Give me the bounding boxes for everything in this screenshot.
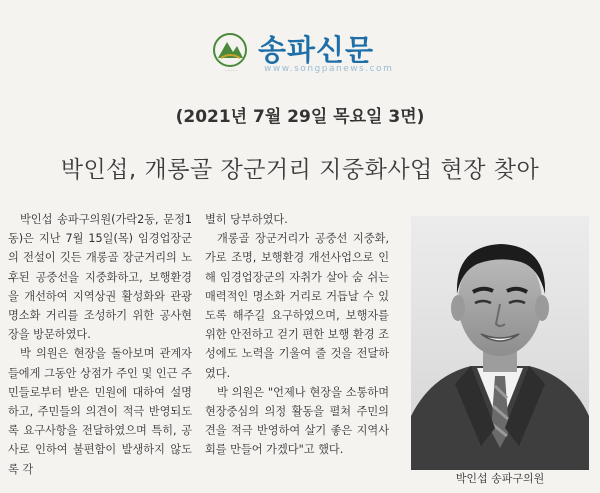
- article-column-2: [205, 210, 389, 460]
- paragraph: 박인섭 송파구의원(가락2동, 문정1동)은 지난 7월 15일(목) 임경업장군의 전설이 깃든 개롱골 장군거리의 노후된 공중선을 지중화하고, 보행환경을 개선하여 지역상권 활성화와 관광명소화 거리를 조성하기 위한 공사현장을 방문하였다.: [8, 213, 192, 342]
- masthead: [0, 24, 600, 76]
- paragraph: 박 의원은 "언제나 현장을 소통하며 현장중심의 의정 활동을 펼쳐 주민의견을 적극 반영하여 살기 좋은 지역사회를 만들어 가겠다"고 했다.: [205, 385, 389, 457]
- portrait-photo: [411, 216, 589, 470]
- photo-caption: 박인섭 송파구의원: [455, 472, 545, 485]
- newspaper-url: www.songpanews.com: [264, 64, 394, 74]
- portrait-illustration: [411, 216, 589, 470]
- paragraph: 박 의원은 현장을 돌아보며 관계자들에게 그동안 상점가 주인 및 인근 주민들로부터 받은 민원에 대하여 설명하고, 주민들의 의견이 적극 반영되도록 요구사항을 전달하였으며 특히, 공사로 인하여 불편함이 발생하지 않도록 각: [8, 347, 192, 476]
- logo-caption: · · · · ·: [225, 68, 237, 73]
- newspaper-name: 송파신문: [258, 33, 375, 67]
- article-column-1: [8, 210, 192, 479]
- paragraph: 별히 당부하였다.: [205, 213, 288, 226]
- paragraph: 개롱골 장군거리가 공중선 지중화, 가로 조명, 보행환경 개선사업으로 인해 임경업장군의 자취가 살아 숨 쉬는 매력적인 명소화 거리로 거듭날 수 있도록 해주길 요구하였으며, 보행자를 위한 안전하고 걷기 편한 보행 환경 조성에도 노력을 기울여 줄 것을 전달하였다.: [205, 232, 389, 380]
- songpa-logo-icon: [212, 32, 248, 68]
- dateline: (2021년 7월 29일 목요일 3면): [175, 107, 425, 127]
- headline: 박인섭, 개롱골 장군거리 지중화사업 현장 찾아: [60, 157, 540, 183]
